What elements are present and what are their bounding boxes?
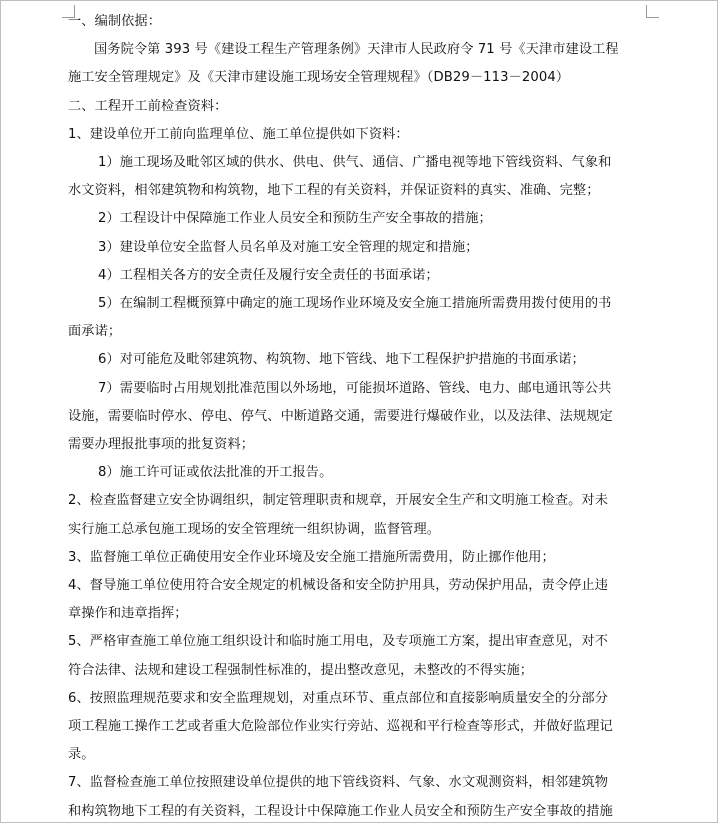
text-line: 2、检查监督建立安全协调组织，制定管理职责和规章，开展安全生产和文明施工检查。对未 bbox=[68, 493, 608, 509]
text-line: 5）在编制工程概预算中确定的施工现场作业环境及安全施工措施所需费用拨付使用的书 bbox=[98, 296, 612, 312]
text-line: 设施，需要临时停水、停电、停气、中断道路交通，需要进行爆破作业，以及法律、法规规定 bbox=[68, 408, 613, 424]
text-line: 一、编制依据： bbox=[68, 14, 162, 29]
text-line: 2）工程设计中保障施工作业人员安全和预防生产安全事故的措施； bbox=[98, 211, 492, 227]
text-line: 5、严格审查施工单位施工组织设计和临时施工用电，及专项施工方案，提出审查意见，对不 bbox=[68, 634, 608, 650]
text-line: 3、监督施工单位正确使用安全作业环境及安全施工措施所需费用，防止挪作他用； bbox=[68, 549, 555, 565]
text-line: 实行施工总承包施工现场的安全管理统一组织协调，监督管理。 bbox=[68, 521, 441, 537]
text-line: 需要办理报批事项的批复资料； bbox=[68, 437, 255, 453]
text-line: 3）建设单位安全监督人员名单及对施工安全管理的规定和措施； bbox=[98, 239, 479, 255]
text-line: 项工程施工操作工艺或者重大危险部位作业实行旁站、巡视和平行检查等形式，并做好监理记 bbox=[68, 719, 613, 735]
text-line: 1、建设单位开工前向监理单位、施工单位提供如下资料： bbox=[68, 126, 409, 142]
text-line: 符合法律、法规和建设工程强制性标准的，提出整改意见，未整改的不得实施； bbox=[68, 662, 534, 678]
text-line: 7）需要临时占用规划批准范围以外场地，可能损坏道路、管线、电力、邮电通讯等公共 bbox=[98, 380, 612, 396]
text-line: 4、督导施工单位使用符合安全规定的机械设备和安全防护用具，劳动保护用品，责令停止违 bbox=[68, 578, 608, 594]
text-line: 7、监督检查施工单位按照建设单位提供的地下管线资料、气象、水文观测资料，相邻建筑物 bbox=[68, 775, 608, 791]
text-line: 1）施工现场及毗邻区域的供水、供电、供气、通信、广播电视等地下管线资料、气象和 bbox=[98, 155, 612, 171]
text-line: 6）对可能危及毗邻建筑物、构筑物、地下管线、地下工程保护护措施的书面承诺； bbox=[98, 352, 585, 368]
text-line: 6、按照监理规范要求和安全监理规划，对重点环节、重点部位和直接影响质量安全的分部分 bbox=[68, 690, 608, 706]
text-line: 8）施工许可证或依法批准的开工报告。 bbox=[98, 465, 333, 481]
text-line: 水文资料，相邻建筑物和构筑物，地下工程的有关资料，并保证资料的真实、准确、完整； bbox=[68, 183, 600, 199]
text-line: 施工安全管理规定》及《天津市建设施工现场安全管理规程》（DB29－113－2004） bbox=[68, 70, 570, 86]
text-line: 和构筑物地下工程的有关资料，工程设计中保障施工作业人员安全和预防生产安全事故的措施 bbox=[68, 803, 613, 819]
text-line: 二、工程开工前检查资料： bbox=[68, 98, 228, 114]
text-line: 4）工程相关各方的安全责任及履行安全责任的书面承诺； bbox=[98, 267, 439, 283]
document-body bbox=[68, 8, 658, 826]
text-line: 国务院令第 393 号《建设工程生产管理条例》天津市人民政府令 71 号《天津市建设工程 bbox=[94, 42, 619, 58]
text-line: 录。 bbox=[68, 747, 95, 763]
text-line: 章操作和违章指挥； bbox=[68, 606, 188, 622]
text-line: 面承诺； bbox=[68, 324, 122, 340]
